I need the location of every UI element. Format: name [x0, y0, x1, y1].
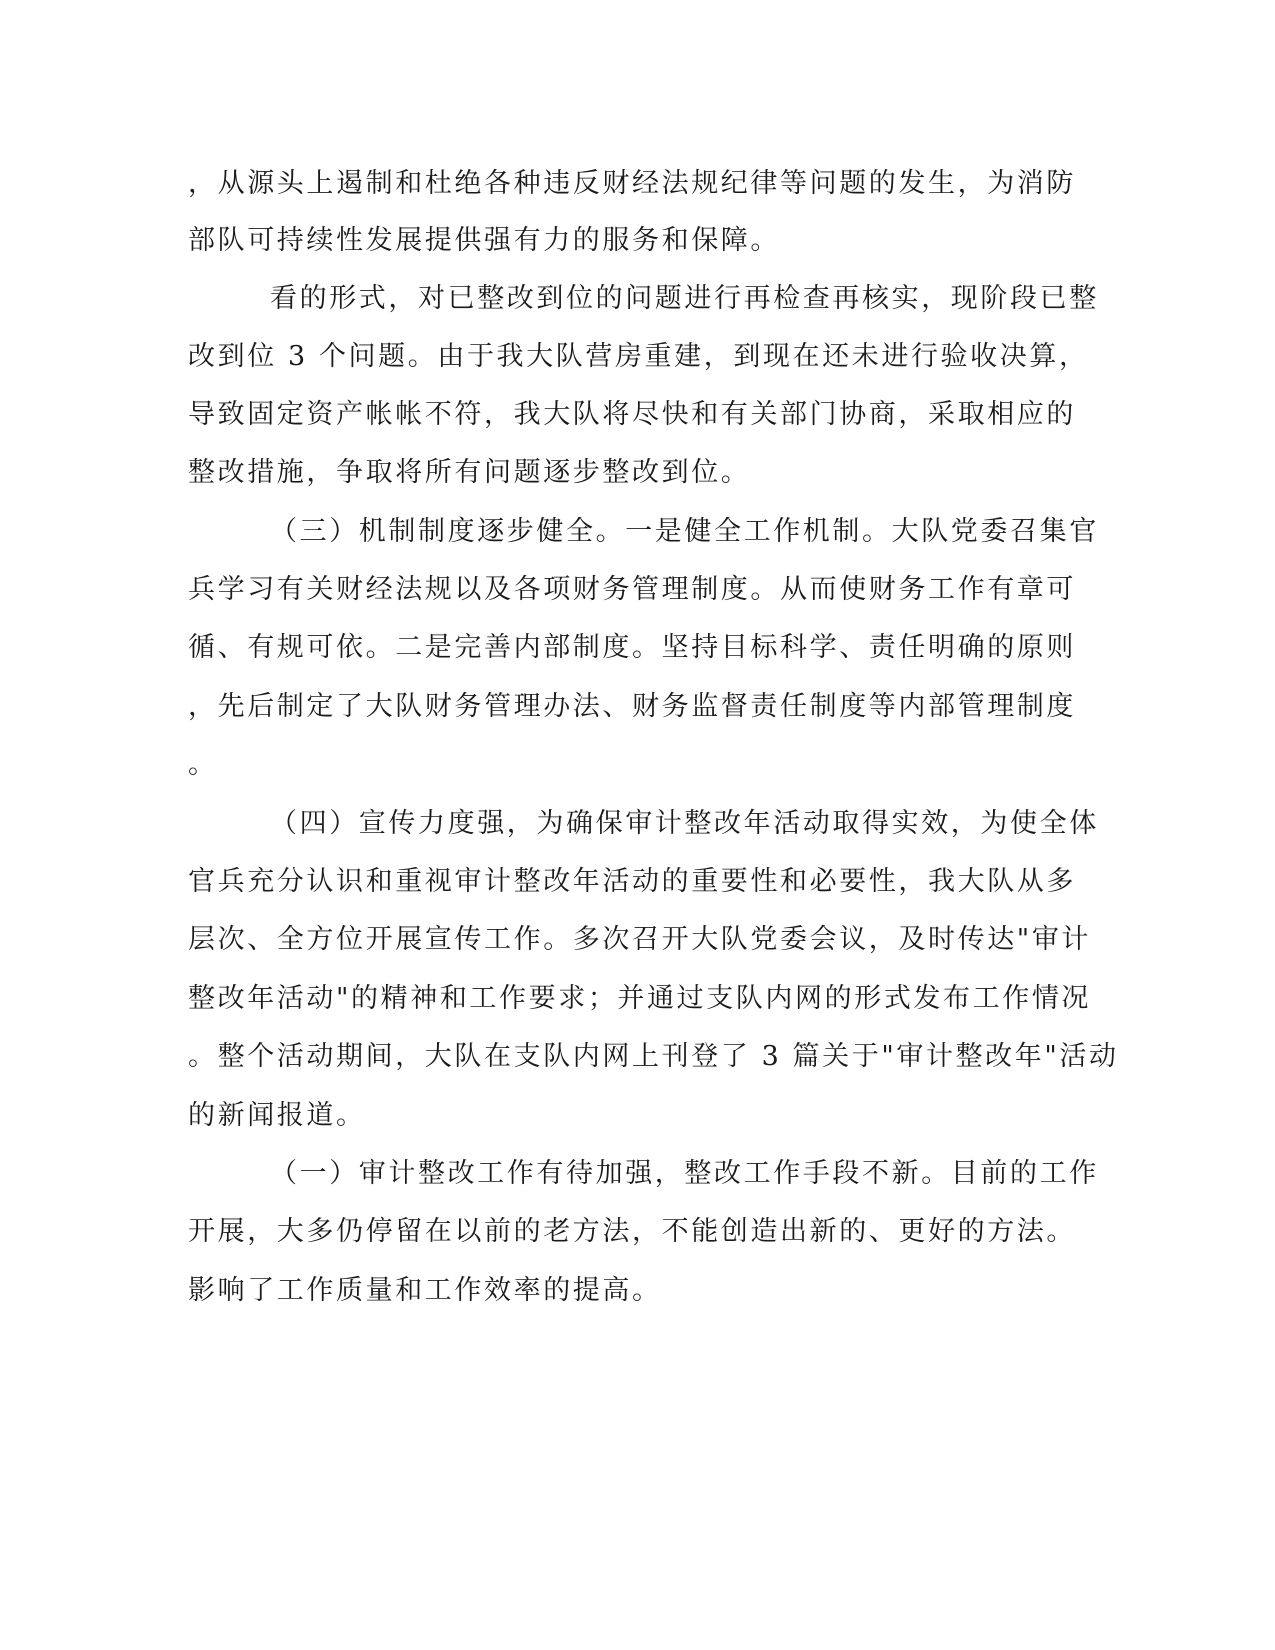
text-line: 兵学习有关财经法规以及各项财务管理制度。从而使财务工作有章可 — [188, 574, 1076, 605]
paragraph-start-line: （三）机制制度逐步健全。一是健全工作机制。大队党委召集官 — [270, 516, 1099, 547]
text-line: ，从源头上遏制和杜绝各种违反财经法规纪律等问题的发生，为消防 — [188, 168, 1076, 199]
text-line: 部队可持续性发展提供强有力的服务和保障。 — [188, 225, 780, 256]
text-line: 的新闻报道。 — [188, 1100, 366, 1131]
text-line: 。整个活动期间，大队在支队内网上刊登了 3 篇关于"审计整改年"活动 — [188, 1041, 1119, 1072]
text-line: 。 — [188, 749, 218, 780]
text-line: 层次、全方位开展宣传工作。多次召开大队党委会议，及时传达"审计 — [188, 924, 1092, 955]
paragraph-start-line: （一）审计整改工作有待加强，整改工作手段不新。目前的工作 — [270, 1158, 1099, 1189]
text-line: 循、有规可依。二是完善内部制度。坚持目标科学、责任明确的原则 — [188, 632, 1076, 663]
text-line: 导致固定资产帐帐不符，我大队将尽快和有关部门协商，采取相应的 — [188, 399, 1076, 430]
text-line: 开展，大多仍停留在以前的老方法，不能创造出新的、更好的方法。 — [188, 1216, 1076, 1247]
paragraph-start-line: 看的形式，对已整改到位的问题进行再检查再核实，现阶段已整 — [270, 283, 1099, 314]
text-line: 官兵充分认识和重视审计整改年活动的重要性和必要性，我大队从多 — [188, 866, 1076, 897]
text-line: 整改措施，争取将所有问题逐步整改到位。 — [188, 457, 751, 488]
text-line: 整改年活动"的精神和工作要求；并通过支队内网的形式发布工作情况 — [188, 983, 1092, 1014]
text-line: 改到位 3 个问题。由于我大队营房重建，到现在还未进行验收决算， — [188, 341, 1089, 372]
text-line: 影响了工作质量和工作效率的提高。 — [188, 1275, 662, 1306]
paragraph-start-line: （四）宣传力度强，为确保审计整改年活动取得实效，为使全体 — [270, 808, 1099, 839]
text-line: ，先后制定了大队财务管理办法、财务监督责任制度等内部管理制度 — [188, 691, 1076, 722]
